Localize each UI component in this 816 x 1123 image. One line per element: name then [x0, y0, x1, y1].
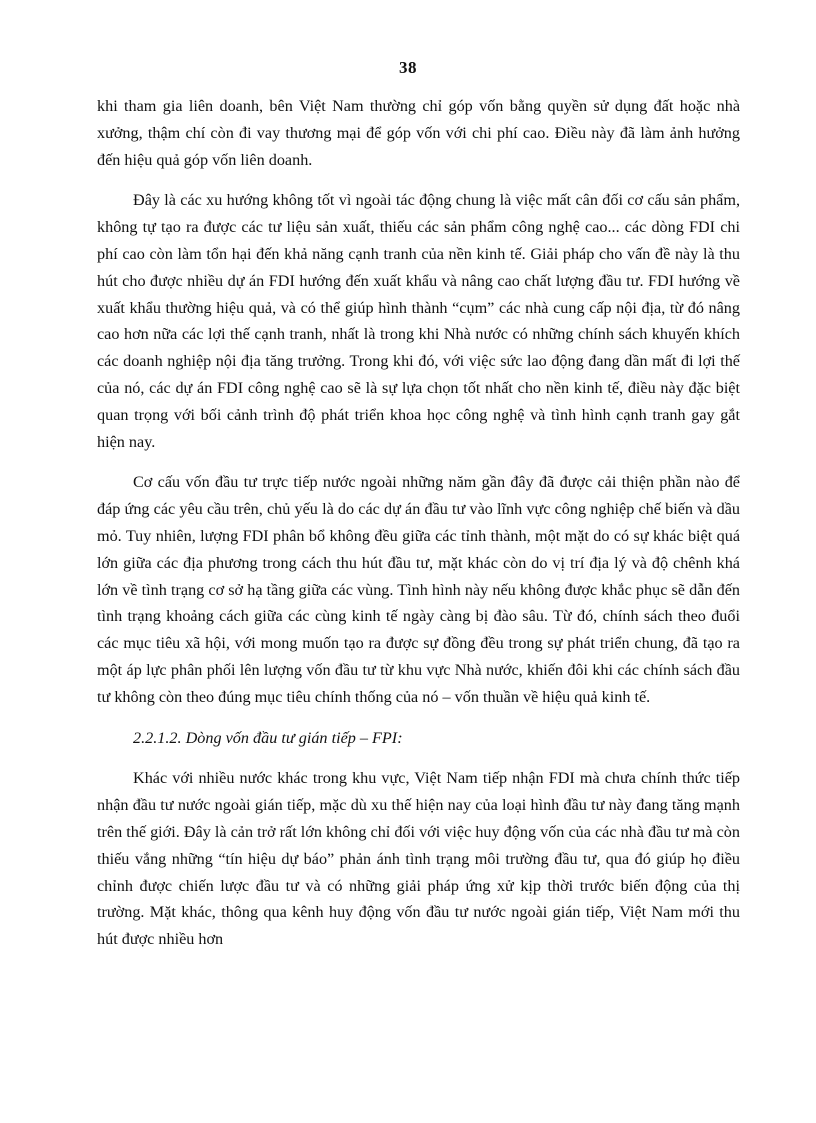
page-number: 38: [399, 58, 417, 77]
paragraph-fpi: Khác với nhiều nước khác trong khu vực, Việt Nam tiếp nhận FDI mà chưa chính thức tiếp nhận đầu tư nước ngoài gián tiếp, mặc dù xu thế hiện nay của loại hình đầu tư này đang tăng mạnh trên thế giới. Đây là cản trở rất lớn không chỉ đối với việc huy động vốn của các nhà đầu tư mà còn thiếu vắng những “tín hiệu dự báo” phản ánh tình trạng môi trường đầu tư, qua đó giúp họ điều chỉnh được chiến lược đầu tư và có những giải pháp ứng xử kịp thời trước biến động của thị trường. Mặt khác, thông qua kênh huy động vốn đầu tư nước ngoài gián tiếp, Việt Nam mới thu hút được nhiều hơn: [97, 769, 740, 949]
section-heading-fpi: 2.2.1.2. Dòng vốn đầu tư gián tiếp – FPI:: [133, 728, 403, 747]
paragraph-continuation: khi tham gia liên doanh, bên Việt Nam thường chỉ góp vốn bằng quyền sử dụng đất hoặc nhà xưởng, thậm chí còn đi vay thương mại để góp vốn với chi phí cao. Điều này đã làm ảnh hưởng đến hiệu quả góp vốn liên doanh.: [97, 97, 740, 169]
paragraph-fdi-structure: Cơ cấu vốn đầu tư trực tiếp nước ngoài những năm gần đây đã được cải thiện phần nào để đáp ứng các yêu cầu trên, chủ yếu là do các dự án đầu tư vào lĩnh vực công nghiệp chế biến và dầu mỏ. Tuy nhiên, lượng FDI phân bổ không đều giữa các tỉnh thành, một mặt do có sự khác biệt quá lớn giữa các địa phương trong cách thu hút đầu tư, mặt khác còn do vị trí địa lý và độ chênh khá lớn về tình trạng cơ sở hạ tầng giữa các vùng. Tình hình này nếu không được khắc phục sẽ dẫn đến tình trạng khoảng cách giữa các cùng kinh tế ngày càng bị đào sâu. Từ đó, chính sách theo đuổi các mục tiêu xã hội, với mong muốn tạo ra được sự đồng đều trong sự phát triển chung, đã tạo ra một áp lực phân phối lên lượng vốn đầu tư từ khu vực Nhà nước, khiến đôi khi các chính sách đầu tư không còn theo đúng mục tiêu chính thống của nó – vốn thuần về hiệu quả kinh tế.: [97, 473, 740, 706]
paragraph-fdi-trends: Đây là các xu hướng không tốt vì ngoài tác động chung là việc mất cân đối cơ cấu sản phẩm, không tự tạo ra được các tư liệu sản xuất, thiếu các sản phẩm công nghệ cao... các dòng FDI chi phí cao còn làm tổn hại đến khả năng cạnh tranh của nền kinh tế. Giải pháp cho vấn đề này là thu hút cho được nhiều dự án FDI hướng đến xuất khẩu và nâng cao chất lượng đầu tư. FDI hướng về xuất khẩu thường hiệu quả, và có thể giúp hình thành “cụm” các nhà cung cấp nội địa, từ đó nâng cao hơn nữa các lợi thế cạnh tranh, nhất là trong khi Nhà nước có những chính sách khuyến khích các doanh nghiệp nội địa tăng trưởng. Trong khi đó, với việc sức lao động đang dần mất đi lợi thế của nó, các dự án FDI công nghệ cao sẽ là sự lựa chọn tốt nhất cho nền kinh tế, điều này đặc biệt quan trọng với bối cảnh trình độ phát triển khoa học công nghệ và tình hình cạnh tranh gay gắt hiện nay.: [97, 191, 740, 451]
page-content: [97, 93, 740, 967]
